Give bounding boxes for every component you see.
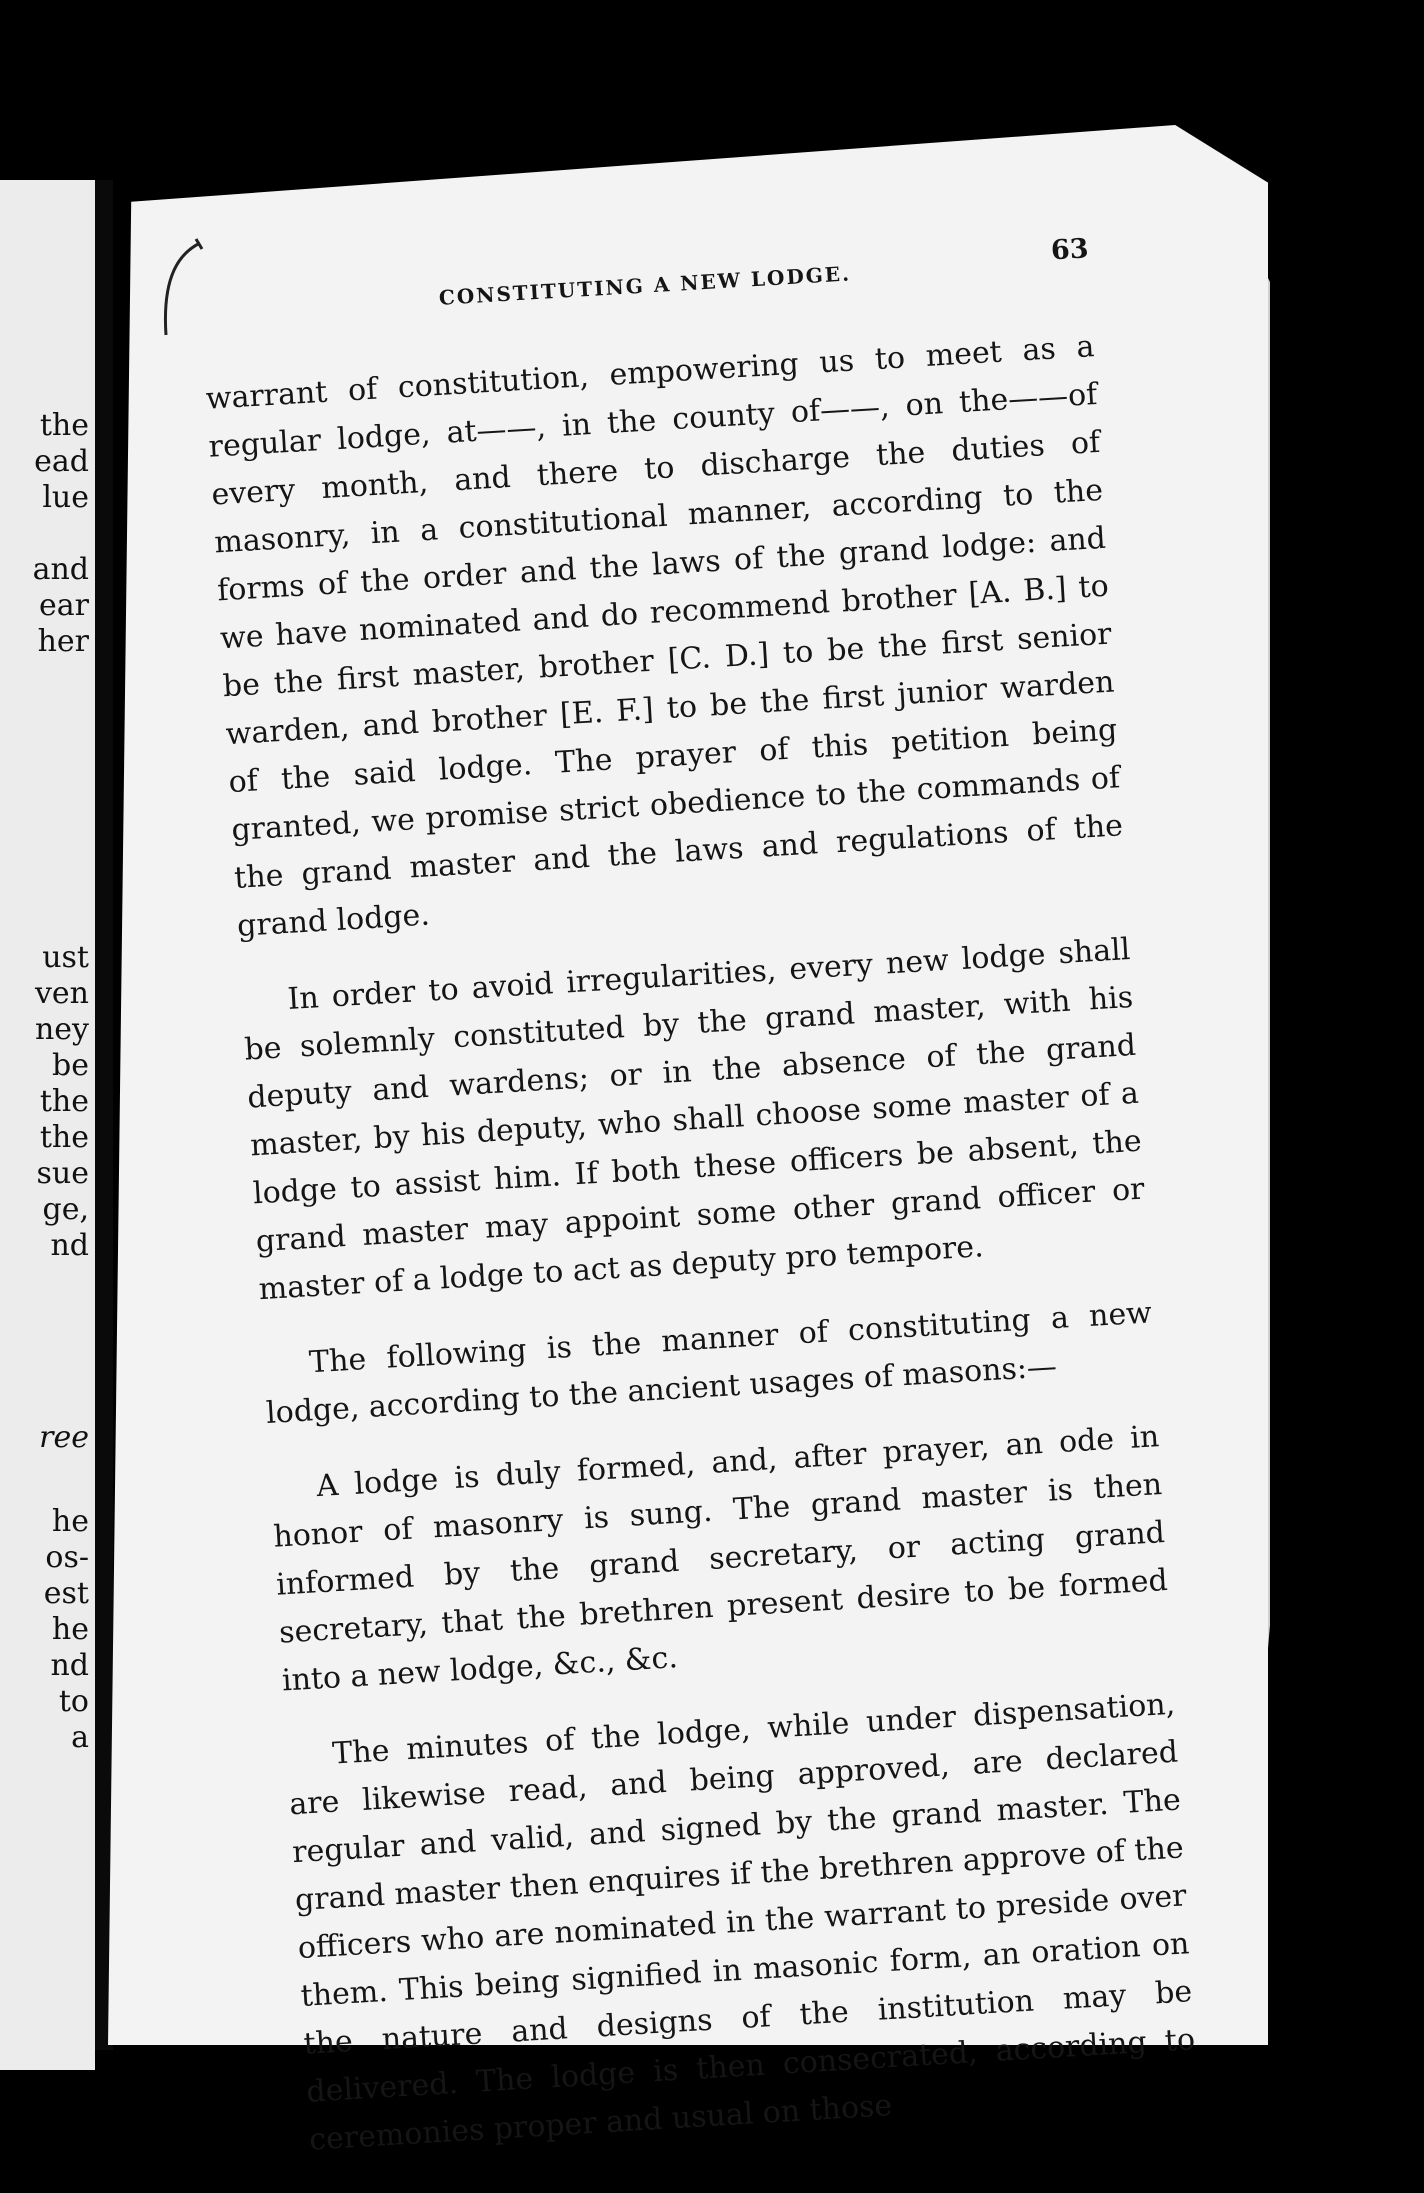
paragraph: In order to avoid irregularities, every new lodge shall be solemnly constituted by the grand master, with his deputy and wardens; or in the absence of the grand master, by his deputy, who shall choose some master of a lodge to assist him. If both these officers be absent, the grand master may appoint some other grand officer or master of a lodge to act as deputy pro tempore. (243, 932, 1146, 1308)
facing-page-fragment: ead (34, 444, 89, 479)
facing-page-fragment: nd (50, 1228, 89, 1263)
page-text (200, 233, 1201, 2192)
facing-page-fragment: ear (39, 588, 89, 623)
facing-page-fragment: sue (36, 1156, 89, 1191)
facing-page-fragment: ust (42, 940, 89, 975)
facing-page-fragment: ney (34, 1012, 89, 1047)
facing-page-fragment: the (39, 1084, 89, 1119)
facing-page-fragment: ge, (42, 1192, 89, 1227)
facing-page-fragment: a (71, 1720, 89, 1755)
facing-page-fragment: be (52, 1048, 89, 1083)
facing-page-fragment: ven (34, 976, 89, 1011)
facing-page-fragment: he (51, 1504, 89, 1539)
facing-page-fragment: ree (39, 1420, 89, 1455)
running-title: CONSTITUTING A NEW LODGE. (438, 261, 852, 310)
paragraph: The minutes of the lodge, while under dispensation, are likewise read, and being approved, are declared regular and valid, and signed by the grand master. The grand master then enquires if the brethren approve of the officers who are nominated in the warrant to preside over them. This being signified in masonic form, an oration on the nature and designs of the institution may be delivered. The lodge is then consecrated, according to ceremonies proper and usual on those (288, 1686, 1196, 2158)
facing-page (0, 180, 95, 2070)
facing-page-fragment: lue (42, 480, 89, 515)
page-number: 63 (1050, 233, 1090, 267)
facing-page-fragment: os- (45, 1540, 89, 1575)
facing-page-fragment: the (39, 408, 89, 443)
facing-page-fragment: the (39, 1120, 89, 1155)
paragraph: The following is the manner of constituting a new lodge, according to the ancient usages of masons:— (265, 1295, 1153, 1432)
facing-page-fragment: her (37, 624, 89, 659)
facing-page-fragment: nd (50, 1648, 89, 1683)
paragraph: warrant of constitution, empowering us to meet as a regular lodge, at——, in the county of——, on the——of every month, and there to discharge the duties of masonry, in a constitutional manner, according to the forms of the order and the laws of the grand lodge: and we have nominated and do recommend brother [A. B.] to be the first master, brother [C. D.] to be the first senior warden, and brother [E. F.] to be the first junior warden of the said lodge. The prayer of this petition being granted, we promise strict obedience to the commands of the grand master and the laws and regulations of the grand lodge. (204, 329, 1124, 944)
facing-page-fragment: to (58, 1684, 89, 1719)
facing-page-fragment: est (43, 1576, 89, 1611)
facing-page-fragment: he (51, 1612, 89, 1647)
facing-page-fragment: and (32, 552, 89, 587)
paragraph: A lodge is duly formed, and, after prayer, an ode in honor of masonry is sung. The grand master is then informed by the grand secretary, or acting grand secretary, that the brethren present desire to be formed into a new lodge, &c., &c. (272, 1419, 1169, 1699)
book-gutter (95, 180, 113, 2050)
